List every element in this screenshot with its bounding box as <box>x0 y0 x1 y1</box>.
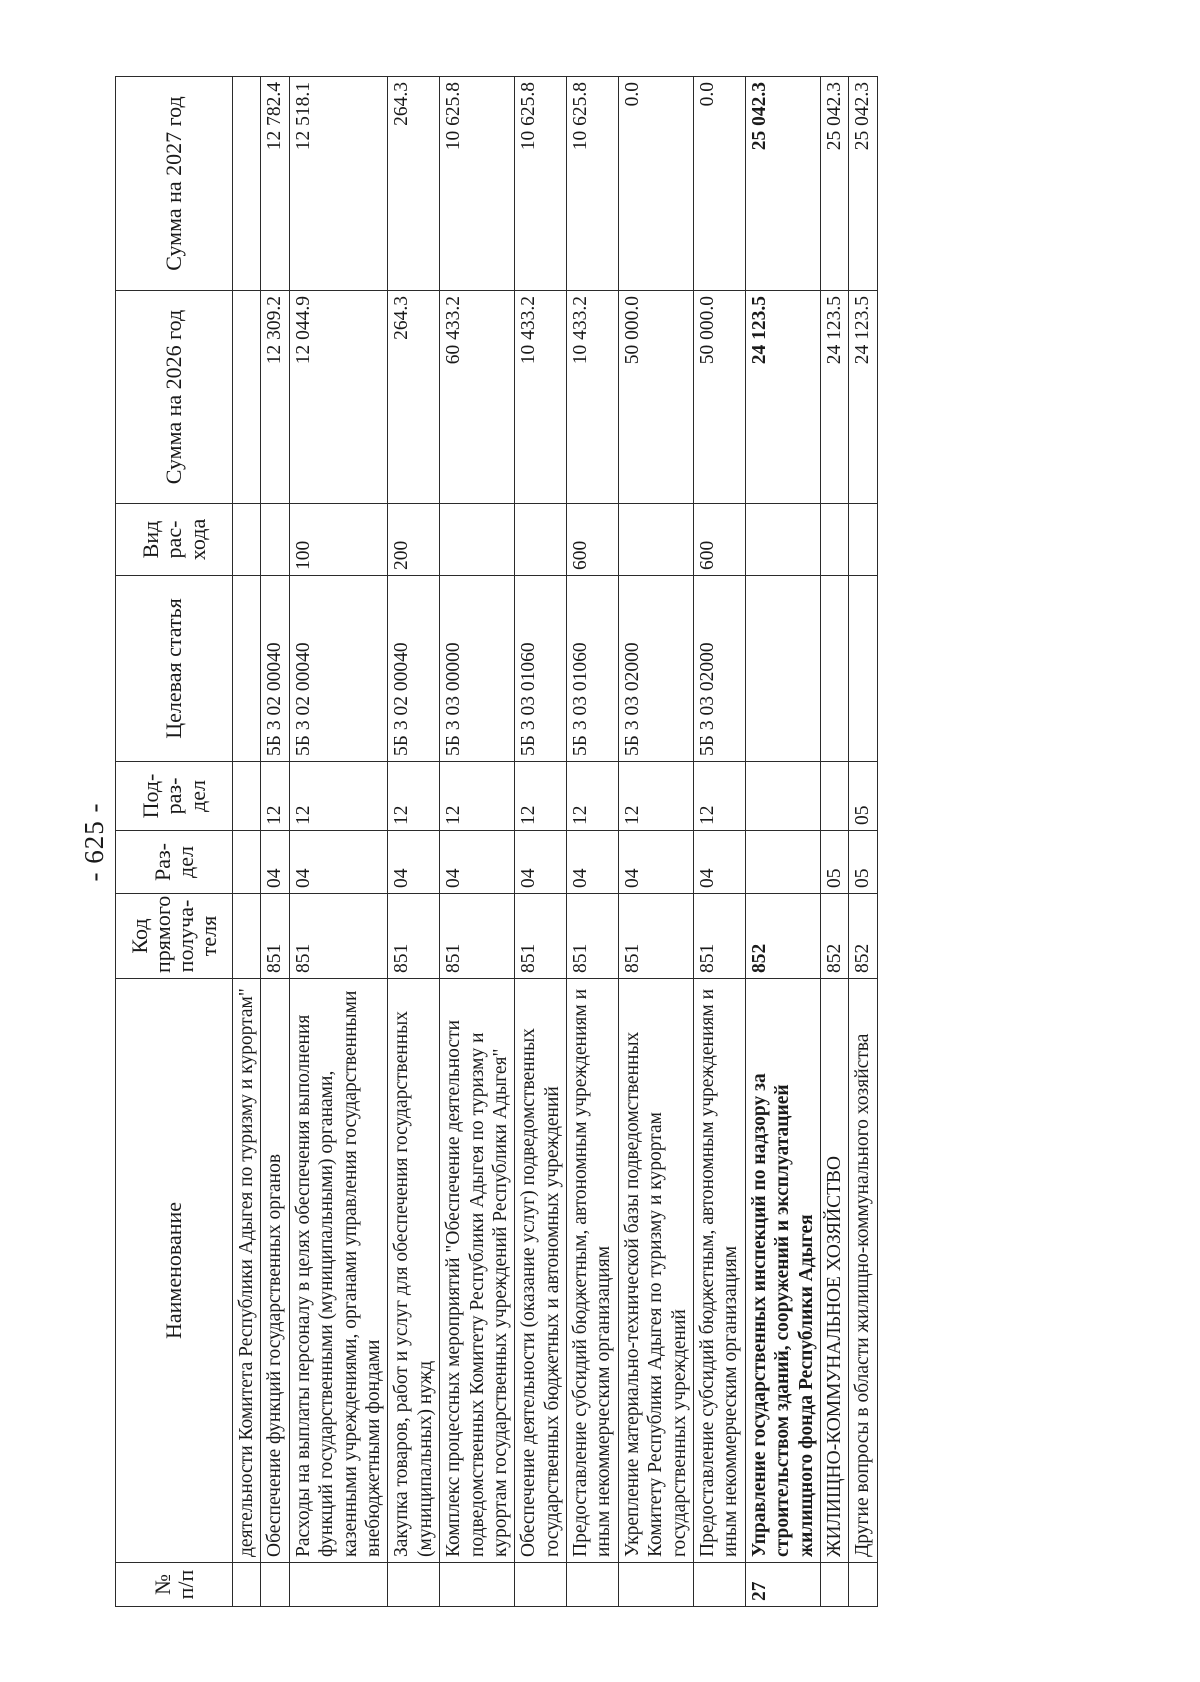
cell-podrazdel: 12 <box>388 762 440 831</box>
cell-sum-2026: 24 123.5 <box>820 291 848 504</box>
cell-statya <box>233 576 261 762</box>
cell-razdel: 04 <box>694 831 746 894</box>
cell-statya: 5Б 3 03 02000 <box>694 576 746 762</box>
cell-code: 852 <box>745 894 820 979</box>
cell-number <box>820 1563 848 1607</box>
cell-razdel <box>745 831 820 894</box>
cell-podrazdel: 12 <box>515 762 567 831</box>
cell-name: Укрепление материально-технической базы подведомственных Комитету Республики Адыгея по туризму и курортам государственных учреждений <box>618 979 693 1563</box>
cell-razdel: 04 <box>289 831 388 894</box>
cell-name: Обеспечение деятельности (оказание услуг) подведомственных государственных бюджетных и автономных учреждений <box>515 979 567 1563</box>
cell-sum-2026: 12 309.2 <box>261 291 289 504</box>
cell-podrazdel: 12 <box>567 762 619 831</box>
cell-code: 852 <box>820 894 848 979</box>
cell-vid <box>233 504 261 576</box>
cell-name: Обеспечение функций государственных органов <box>261 979 289 1563</box>
cell-podrazdel: 05 <box>849 762 877 831</box>
cell-code: 851 <box>261 894 289 979</box>
cell-name: Другие вопросы в области жилищно-коммунального хозяйства <box>849 979 877 1563</box>
col-header-sum-2027: Сумма на 2027 год <box>116 77 233 291</box>
cell-razdel: 04 <box>567 831 619 894</box>
cell-code: 851 <box>289 894 388 979</box>
table-row <box>261 77 289 1607</box>
cell-sum-2027: 25 042.3 <box>849 77 877 291</box>
cell-sum-2026: 50 000.0 <box>618 291 693 504</box>
table-row <box>745 77 820 1607</box>
col-header-podrazdel: Под-раз-дел <box>116 762 233 831</box>
cell-podrazdel <box>745 762 820 831</box>
col-header-code: Код прямого получа-теля <box>116 894 233 979</box>
cell-sum-2027 <box>233 77 261 291</box>
table-row <box>849 77 877 1607</box>
col-header-number: № п/п <box>116 1563 233 1607</box>
cell-sum-2026: 10 433.2 <box>515 291 567 504</box>
cell-podrazdel: 12 <box>618 762 693 831</box>
cell-number <box>618 1563 693 1607</box>
cell-vid <box>820 504 848 576</box>
col-header-razdel: Раз-дел <box>116 831 233 894</box>
cell-podrazdel: 12 <box>261 762 289 831</box>
cell-podrazdel <box>820 762 848 831</box>
cell-statya: 5Б 3 02 00040 <box>261 576 289 762</box>
table-header-row <box>116 77 233 1607</box>
col-header-vid: Вид рас-хода <box>116 504 233 576</box>
cell-name: Предоставление субсидий бюджетным, автономным учреждениям и иным некоммерческим организациям <box>694 979 746 1563</box>
cell-number <box>388 1563 440 1607</box>
cell-razdel: 05 <box>820 831 848 894</box>
cell-vid <box>515 504 567 576</box>
cell-code <box>233 894 261 979</box>
cell-statya: 5Б 3 03 02000 <box>618 576 693 762</box>
page-number: - 625 - <box>79 802 109 882</box>
table-row <box>694 77 746 1607</box>
cell-podrazdel: 12 <box>694 762 746 831</box>
cell-name: ЖИЛИЩНО-КОММУНАЛЬНОЕ ХОЗЯЙСТВО <box>820 979 848 1563</box>
cell-number <box>567 1563 619 1607</box>
cell-statya: 5Б 3 03 01060 <box>515 576 567 762</box>
cell-name: Предоставление субсидий бюджетным, автономным учреждениям и иным некоммерческим организациям <box>567 979 619 1563</box>
cell-sum-2027: 0.0 <box>694 77 746 291</box>
cell-statya: 5Б 3 02 00040 <box>289 576 388 762</box>
cell-statya <box>745 576 820 762</box>
table-row <box>289 77 388 1607</box>
cell-number <box>440 1563 515 1607</box>
col-header-name: Наименование <box>116 979 233 1563</box>
cell-sum-2026: 60 433.2 <box>440 291 515 504</box>
cell-sum-2027: 25 042.3 <box>745 77 820 291</box>
cell-sum-2026: 264.3 <box>388 291 440 504</box>
table-row <box>440 77 515 1607</box>
cell-code: 852 <box>849 894 877 979</box>
cell-podrazdel: 12 <box>289 762 388 831</box>
table-row <box>388 77 440 1607</box>
cell-name: деятельности Комитета Республики Адыгея по туризму и курортам" <box>233 979 261 1563</box>
cell-sum-2027: 12 782.4 <box>261 77 289 291</box>
cell-podrazdel <box>233 762 261 831</box>
cell-statya <box>849 576 877 762</box>
cell-razdel: 04 <box>515 831 567 894</box>
cell-statya <box>820 576 848 762</box>
cell-razdel: 04 <box>388 831 440 894</box>
table-row <box>618 77 693 1607</box>
cell-statya: 5Б 3 02 00040 <box>388 576 440 762</box>
cell-code: 851 <box>567 894 619 979</box>
cell-vid: 100 <box>289 504 388 576</box>
table-row <box>233 77 261 1607</box>
cell-vid <box>849 504 877 576</box>
cell-sum-2027: 10 625.8 <box>567 77 619 291</box>
cell-code: 851 <box>388 894 440 979</box>
cell-vid <box>618 504 693 576</box>
col-header-statya: Целевая статья <box>116 576 233 762</box>
cell-vid: 200 <box>388 504 440 576</box>
cell-vid <box>440 504 515 576</box>
cell-sum-2026: 10 433.2 <box>567 291 619 504</box>
cell-razdel <box>233 831 261 894</box>
cell-statya: 5Б 3 03 01060 <box>567 576 619 762</box>
cell-razdel: 04 <box>440 831 515 894</box>
cell-sum-2027: 25 042.3 <box>820 77 848 291</box>
table-row <box>820 77 848 1607</box>
col-header-sum-2026: Сумма на 2026 год <box>116 291 233 504</box>
cell-number <box>261 1563 289 1607</box>
cell-sum-2027: 264.3 <box>388 77 440 291</box>
table-body <box>233 77 878 1607</box>
cell-sum-2026: 12 044.9 <box>289 291 388 504</box>
cell-name: Управление государственных инспекций по надзору за строительством зданий, сооружений и эксплуатацией жилищного фонда Республики Адыгея <box>745 979 820 1563</box>
cell-sum-2026 <box>233 291 261 504</box>
cell-statya: 5Б 3 03 00000 <box>440 576 515 762</box>
cell-sum-2027: 10 625.8 <box>440 77 515 291</box>
cell-razdel: 04 <box>261 831 289 894</box>
cell-code: 851 <box>694 894 746 979</box>
cell-sum-2027: 0.0 <box>618 77 693 291</box>
cell-name: Комплекс процессных мероприятий "Обеспечение деятельности подведомственных Комитету Республики Адыгея по туризму и курортам государственных учреждений Республики Адыгея" <box>440 979 515 1563</box>
cell-sum-2027: 12 518.1 <box>289 77 388 291</box>
cell-vid: 600 <box>694 504 746 576</box>
cell-vid: 600 <box>567 504 619 576</box>
table-row <box>567 77 619 1607</box>
cell-sum-2026: 50 000.0 <box>694 291 746 504</box>
cell-number <box>233 1563 261 1607</box>
cell-number <box>289 1563 388 1607</box>
cell-razdel: 05 <box>849 831 877 894</box>
cell-razdel: 04 <box>618 831 693 894</box>
cell-number: 27 <box>745 1563 820 1607</box>
cell-vid <box>261 504 289 576</box>
cell-name: Расходы на выплаты персоналу в целях обеспечения выполнения функций государственными (муниципальными) органами, казенными учреждениями, органами управления государственными внебюджетными фондами <box>289 979 388 1563</box>
cell-name: Закупка товаров, работ и услуг для обеспечения государственных (муниципальных) нужд <box>388 979 440 1563</box>
cell-number <box>849 1563 877 1607</box>
cell-code: 851 <box>440 894 515 979</box>
cell-number <box>515 1563 567 1607</box>
cell-code: 851 <box>618 894 693 979</box>
rotated-page-content <box>75 77 1085 1607</box>
table-row <box>515 77 567 1607</box>
cell-number <box>694 1563 746 1607</box>
cell-sum-2027: 10 625.8 <box>515 77 567 291</box>
budget-table <box>115 76 878 1607</box>
cell-vid <box>745 504 820 576</box>
cell-podrazdel: 12 <box>440 762 515 831</box>
cell-sum-2026: 24 123.5 <box>745 291 820 504</box>
cell-sum-2026: 24 123.5 <box>849 291 877 504</box>
cell-code: 851 <box>515 894 567 979</box>
